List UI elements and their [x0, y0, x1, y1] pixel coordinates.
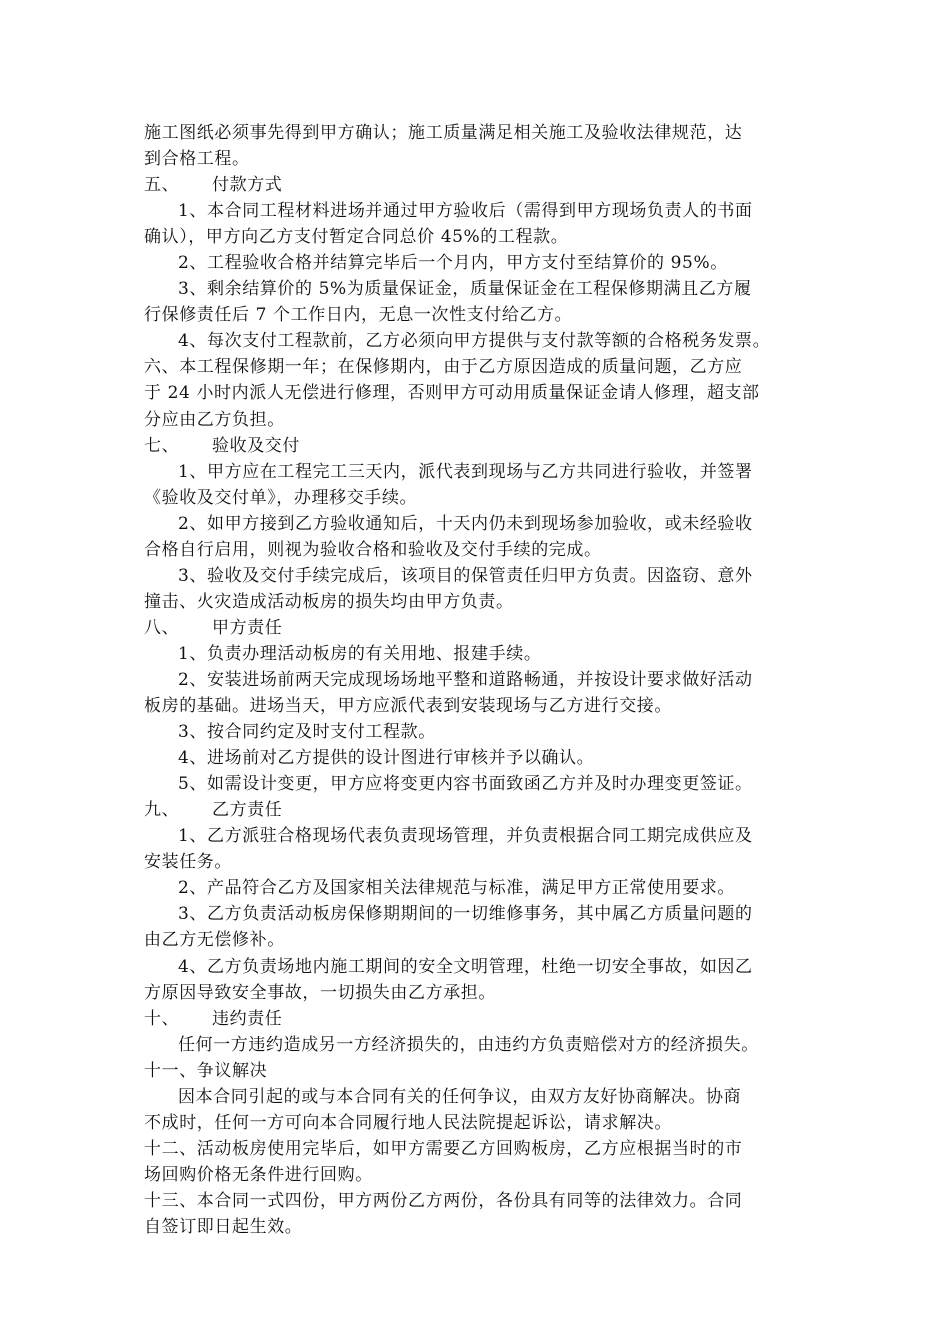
section-heading-party-b: [144, 797, 814, 823]
text-line: 2、产品符合乙方及国家相关法律规范与标准，满足甲方正常使用要求。: [178, 878, 736, 899]
document-page: [144, 120, 814, 1240]
text-line: 由乙方无偿修补。: [144, 930, 285, 951]
section-heading-payment: [144, 172, 814, 198]
text-line: 5、如需设计变更，甲方应将变更内容书面致函乙方并及时办理变更签证。: [178, 774, 753, 795]
text-line: 2、工程验收合格并结算完毕后一个月内，甲方支付至结算价的 95%。: [178, 253, 728, 274]
text-line: 于 24 小时内派人无偿进行修理，否则甲方可动用质量保证金请人修理，超支部: [144, 383, 760, 404]
text-line: 1、乙方派驻合格现场代表负责现场管理，并负责根据合同工期完成供应及: [178, 826, 753, 847]
text-line: 2、如甲方接到乙方验收通知后，十天内仍未到现场参加验收，或未经验收: [178, 513, 753, 534]
text-line: 2、安装进场前两天完成现场场地平整和道路畅通，并按设计要求做好活动: [178, 669, 753, 690]
section-title: 违约责任: [212, 1008, 283, 1029]
text-line: 十二、活动板房使用完毕后，如甲方需要乙方回购板房，乙方应根据当时的市: [144, 1138, 743, 1159]
section-number: 五、: [144, 175, 180, 196]
text-line: 十三、本合同一式四份，甲方两份乙方两份，各份具有同等的法律效力。合同: [144, 1190, 743, 1211]
text-line: 施工图纸必须事先得到甲方确认；施工质量满足相关施工及验收法律规范，达: [144, 123, 743, 143]
text-line: 1、甲方应在工程完工三天内，派代表到现场与乙方共同进行验收，并签署: [178, 461, 753, 482]
text-line: 任何一方违约造成另一方经济损失的，由违约方负责赔偿对方的经济损失。: [178, 1034, 759, 1055]
text-line: 方原因导致安全事故，一切损失由乙方承担。: [144, 982, 496, 1003]
section-heading-dispute: 十一、争议解决: [144, 1060, 268, 1081]
text-line: 1、本合同工程材料进场并通过甲方验收后（需得到甲方现场负责人的书面: [178, 201, 753, 222]
text-line: 4、每次支付工程款前，乙方必须向甲方提供与支付款等额的合格税务发票。: [178, 331, 771, 352]
text-line: 安装任务。: [144, 852, 232, 873]
text-line: 到合格工程。: [144, 149, 250, 170]
text-line: 场回购价格无条件进行回购。: [144, 1164, 373, 1185]
text-line: 确认），甲方向乙方支付暂定合同总价 45%的工程款。: [144, 227, 569, 248]
text-line: 行保修责任后 7 个工作日内，无息一次性支付给乙方。: [144, 305, 573, 326]
text-line: 因本合同引起的或与本合同有关的任何争议，由双方友好协商解决。协商: [178, 1086, 742, 1107]
section-heading-breach: [144, 1006, 814, 1032]
section-title: 乙方责任: [212, 800, 283, 821]
text-line: 板房的基础。进场当天，甲方应派代表到安装现场与乙方进行交接。: [144, 696, 672, 717]
section-number: 七、: [144, 435, 180, 456]
text-line: 4、进场前对乙方提供的设计图进行审核并予以确认。: [178, 748, 595, 769]
text-line: 撞击、火灾造成活动板房的损失均由甲方负责。: [144, 591, 514, 612]
text-line: 3、剩余结算价的 5%为质量保证金，质量保证金在工程保修期满且乙方履: [178, 279, 752, 300]
text-line: 3、验收及交付手续完成后，该项目的保管责任归甲方负责。因盗窃、意外: [178, 565, 753, 586]
section-title: 付款方式: [212, 175, 283, 196]
section-number: 十、: [144, 1008, 180, 1029]
section-heading-acceptance: [144, 433, 814, 459]
text-line: 3、按合同约定及时支付工程款。: [178, 722, 436, 743]
section-title: 甲方责任: [212, 617, 283, 638]
section-title: 验收及交付: [212, 435, 300, 456]
text-line: 4、乙方负责场地内施工期间的安全文明管理，杜绝一切安全事故，如因乙: [178, 956, 753, 977]
text-line: 不成时，任何一方可向本合同履行地人民法院提起诉讼，请求解决。: [144, 1112, 672, 1133]
text-line: 3、乙方负责活动板房保修期期间的一切维修事务，其中属乙方质量问题的: [178, 904, 753, 925]
text-line: 六、本工程保修期一年；在保修期内，由于乙方原因造成的质量问题，乙方应: [144, 357, 743, 378]
section-number: 八、: [144, 617, 180, 638]
text-line: 自签订即日起生效。: [144, 1216, 303, 1237]
section-heading-party-a: [144, 615, 814, 641]
text-line: 合格自行启用，则视为验收合格和验收及交付手续的完成。: [144, 539, 602, 560]
text-line: 《验收及交付单》，办理移交手续。: [144, 487, 418, 508]
text-line: 1、负责办理活动板房的有关用地、报建手续。: [178, 643, 542, 664]
text-line: 分应由乙方负担。: [144, 409, 285, 430]
section-number: 九、: [144, 800, 180, 821]
